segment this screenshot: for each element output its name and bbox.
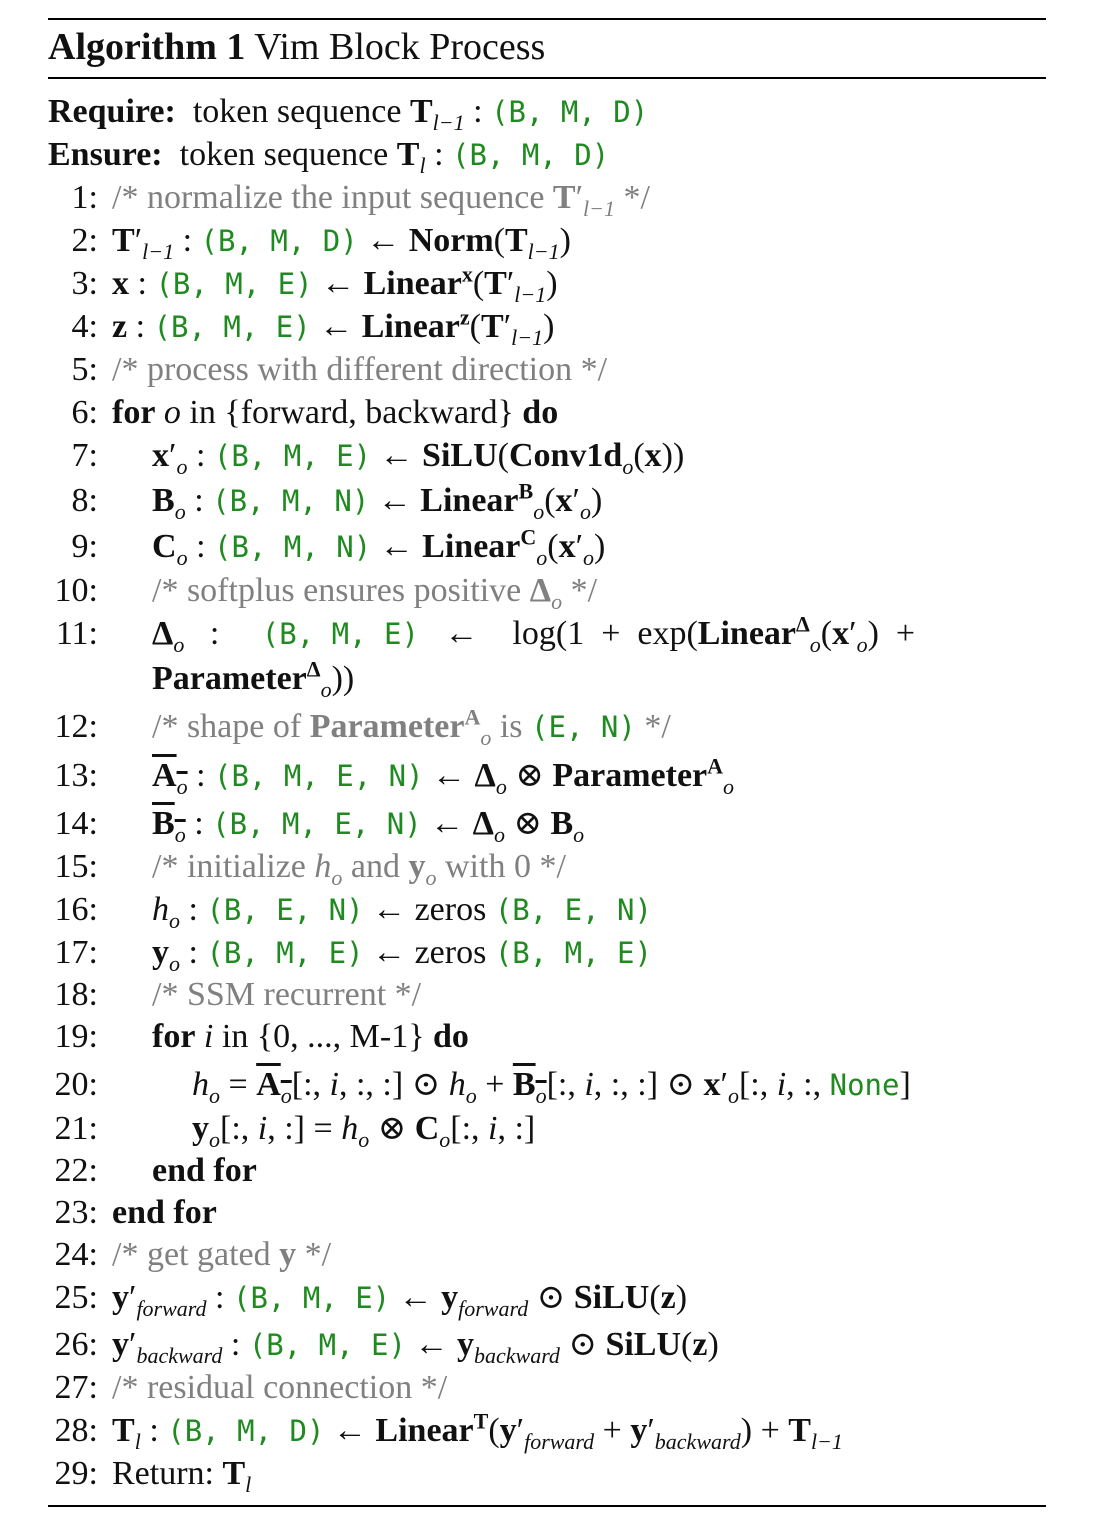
line-number: 20: — [54, 1066, 98, 1103]
line-number: 29: — [54, 1455, 98, 1492]
require-content: Require: token sequence $T_{l-1}$ : (B, M, D) — [48, 93, 649, 135]
line-number: 14: — [54, 805, 98, 842]
algo-line — [0, 705, 1098, 748]
algo-line — [0, 1276, 1098, 1319]
line-number: 7: — [71, 437, 98, 474]
line-content: /* softplus ensures positive $\Delta_o$ */ — [152, 572, 598, 614]
line-number: 18: — [54, 976, 98, 1013]
line-content: x : (B, M, E) ← $Linear^x(T'_{l-1})$ — [112, 261, 558, 307]
algorithm-title — [48, 22, 545, 72]
algo-line — [0, 1149, 1098, 1192]
line-content: Parameter$^\Delta_o$)) — [152, 656, 355, 702]
algo-line — [0, 305, 1098, 348]
line-number: 17: — [54, 934, 98, 971]
algo-line — [0, 931, 1098, 974]
algo-line — [0, 973, 1098, 1016]
line-number: 24: — [54, 1236, 98, 1273]
line-number: 3: — [71, 265, 98, 302]
algo-line — [0, 219, 1098, 262]
algo-line — [0, 391, 1098, 434]
algo-line — [0, 262, 1098, 305]
algo-line — [0, 434, 1098, 477]
top-rule — [48, 18, 1046, 20]
algo-line — [0, 1323, 1098, 1366]
algorithm-label: Algorithm 1 — [48, 26, 246, 68]
line-content: /* SSM recurrent */ — [152, 976, 422, 1013]
algo-line — [0, 348, 1098, 391]
line-content: $h_o = A_o$[:, i, :, :] ⊙ $h_o + B_o$[:, i, :, :] ⊙ $x'_o$[:, i, :, None] — [192, 1066, 911, 1108]
ensure-text: token sequence — [179, 136, 389, 173]
line-number: 27: — [54, 1369, 98, 1406]
line-number: 22: — [54, 1152, 98, 1189]
ensure-sub: l — [419, 152, 426, 178]
line-number: 6: — [71, 394, 98, 431]
line-number: 26: — [54, 1326, 98, 1363]
require-var: T — [409, 93, 433, 130]
line-number: 4: — [71, 308, 98, 345]
line-number: 23: — [54, 1194, 98, 1231]
algo-line — [0, 612, 1098, 655]
line-content: $T_l$ : (B, M, D) ← $Linear^T(y'_{forward} + y'_{backward}) + T_{l-1}$ — [112, 1408, 843, 1454]
require-keyword: Require: — [48, 93, 176, 130]
line-number: 25: — [54, 1279, 98, 1316]
line-number: 9: — [71, 528, 98, 565]
require-sub: l−1 — [432, 109, 465, 135]
algo-line — [0, 754, 1098, 797]
algo-line — [0, 888, 1098, 931]
ensure-line — [0, 133, 1098, 176]
algo-line — [0, 1366, 1098, 1409]
line-content: $T'_{l-1}$ : (B, M, D) ← $Norm(T_{l-1})$ — [112, 222, 571, 264]
line-number: 15: — [54, 848, 98, 885]
line-number: 8: — [71, 482, 98, 519]
ensure-var: T — [396, 136, 420, 173]
algo-line — [0, 845, 1098, 888]
line-content: /* normalize the input sequence $T'_{l-1}$ */ — [112, 179, 650, 221]
require-shape: (B, M, D) — [491, 95, 649, 129]
algo-line — [0, 525, 1098, 568]
line-content: /* process with different direction */ — [112, 351, 608, 388]
line-content: /* initialize $h_o$ and $y_o$ with 0 */ — [152, 848, 566, 890]
line-content: /* get gated y */ — [112, 1236, 332, 1273]
line-number: 11: — [55, 615, 98, 652]
ensure-keyword: Ensure: — [48, 136, 163, 173]
line-content: z : (B, M, E) ← $Linear^z(T'_{l-1})$ — [112, 304, 555, 350]
line-content: /* residual connection */ — [112, 1369, 448, 1406]
algo-line — [0, 1015, 1098, 1058]
line-number: 13: — [54, 757, 98, 794]
line-content: $y'_{backward}$ : (B, M, E) ← $y_{backward}$ ⊙ SiLU(z) — [112, 1326, 719, 1368]
line-content: $C_o$ : (B, M, N) ← $Linear^C_o(x'_o)$ — [152, 524, 606, 570]
line-number: 21: — [54, 1110, 98, 1147]
line-number: 1: — [71, 179, 98, 216]
algo-line-cont — [0, 657, 1098, 700]
line-number: 2: — [71, 222, 98, 259]
line-content: for o in {forward, backward} do — [112, 394, 559, 431]
line-content: $B_o$ : (B, M, N) ← $Linear^B_o(x'_o)$ — [152, 478, 603, 524]
line-content: for i in {0, ..., M-1} do — [152, 1018, 469, 1055]
line-content: Return: $T_l$ — [112, 1455, 252, 1497]
line-content: $x'_o$ : (B, M, E) ← $SiLU(Conv1d_o(x))$ — [152, 437, 685, 479]
ensure-content: Ensure: token sequence $T_l$ : (B, M, D) — [48, 136, 610, 178]
line-content: $y_o$[:, i, :] = $h_o$ ⊗ $C_o$[:, i, :] — [192, 1110, 536, 1152]
line-number: 28: — [54, 1412, 98, 1449]
algo-line — [0, 1409, 1098, 1452]
line-number: 5: — [71, 351, 98, 388]
algo-line — [0, 569, 1098, 612]
algo-line — [0, 802, 1098, 845]
line-content: end for — [112, 1194, 217, 1231]
require-text: token sequence — [192, 93, 402, 130]
line-number: 12: — [54, 708, 98, 745]
algo-line — [0, 1063, 1098, 1106]
line-content: $\Delta_o$ : (B, M, E) ← $\log(1 + \exp(Linear^\Delta_o(x'_o)$ + — [152, 611, 916, 657]
algo-line — [0, 1191, 1098, 1234]
title-rule — [48, 77, 1046, 79]
algorithm-name: Vim Block Process — [254, 26, 546, 68]
bottom-rule — [48, 1505, 1046, 1507]
algo-line — [0, 1107, 1098, 1150]
line-content: end for — [152, 1152, 257, 1189]
line-content: $y'_{forward}$ : (B, M, E) ← $y_{forward}$ ⊙ SiLU(z) — [112, 1279, 688, 1321]
ensure-shape: (B, M, D) — [452, 138, 610, 172]
line-content: $B_o$ : (B, M, E, N) ← $\Delta_o$ ⊗ $B_o$ — [152, 805, 585, 847]
line-content: $y_o$ : (B, M, E) ← zeros (B, M, E) — [152, 934, 652, 976]
line-content: /* shape of Parameter$^A_o$ is (E, N) */ — [152, 704, 671, 750]
line-content: $A_o$ : (B, M, E, N) ← $\Delta_o$ ⊗ Parameter$^A_o$ — [152, 753, 735, 799]
algo-line — [0, 1452, 1098, 1495]
algo-line — [0, 479, 1098, 522]
algo-line — [0, 1233, 1098, 1276]
line-content: $h_o$ : (B, E, N) ← zeros (B, E, N) — [152, 891, 652, 933]
require-line — [0, 90, 1098, 133]
algo-line — [0, 176, 1098, 219]
line-number: 19: — [54, 1018, 98, 1055]
line-number: 16: — [54, 891, 98, 928]
line-number: 10: — [54, 572, 98, 609]
